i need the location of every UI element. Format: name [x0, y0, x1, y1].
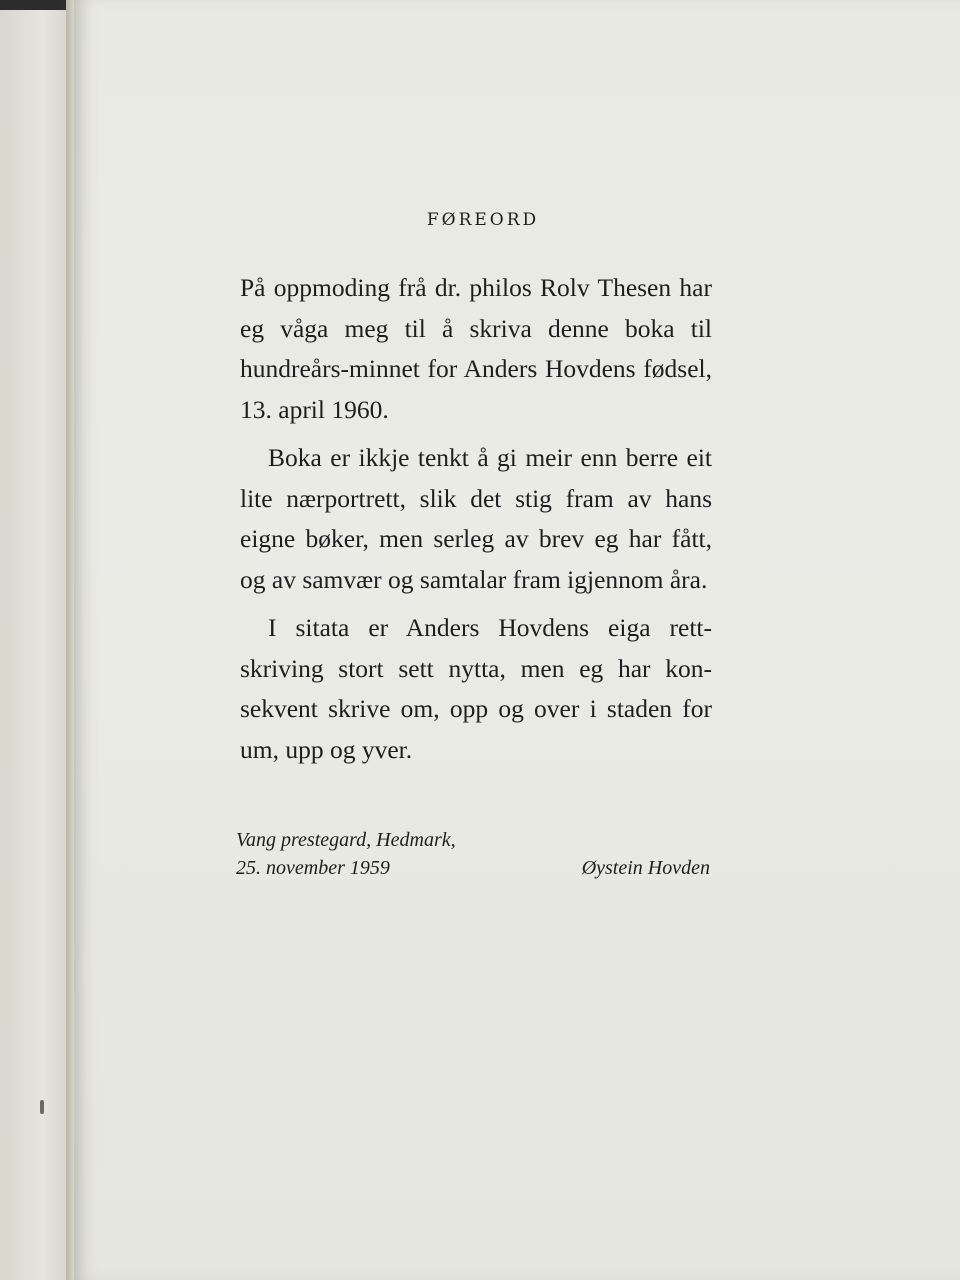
page-title: FØREORD	[426, 210, 540, 230]
foreword-text	[240, 200, 712, 778]
author-signature: Øystein Hovden	[581, 857, 710, 879]
paragraph-1: På oppmoding frå dr. philos Rolv Thesen har eg våga meg til å skriva denne boka til hundreårs-minnet for Anders Hovdens fødsel, 13. april 1960.	[240, 273, 712, 424]
place-and-date	[236, 826, 456, 882]
page-mark	[40, 1100, 44, 1114]
signoff	[236, 822, 710, 892]
place-line: Vang prestegard, Hedmark,	[236, 829, 456, 851]
paragraph-2: Boka er ikkje tenkt å gi meir enn berre eit lite nærportrett, slik det stig fram av hans eigne bøker, men serleg av brev eg har fått, og av samvær og samtalar fram igjennom åra.	[240, 443, 712, 594]
date-line: 25. november 1959	[236, 857, 390, 879]
paragraph-3: I sitata er Anders Hovdens eiga rett-skriving stort sett nytta, men eg har kon-sekvent skrive om, opp og over i staden for um, upp og yver.	[240, 613, 712, 764]
